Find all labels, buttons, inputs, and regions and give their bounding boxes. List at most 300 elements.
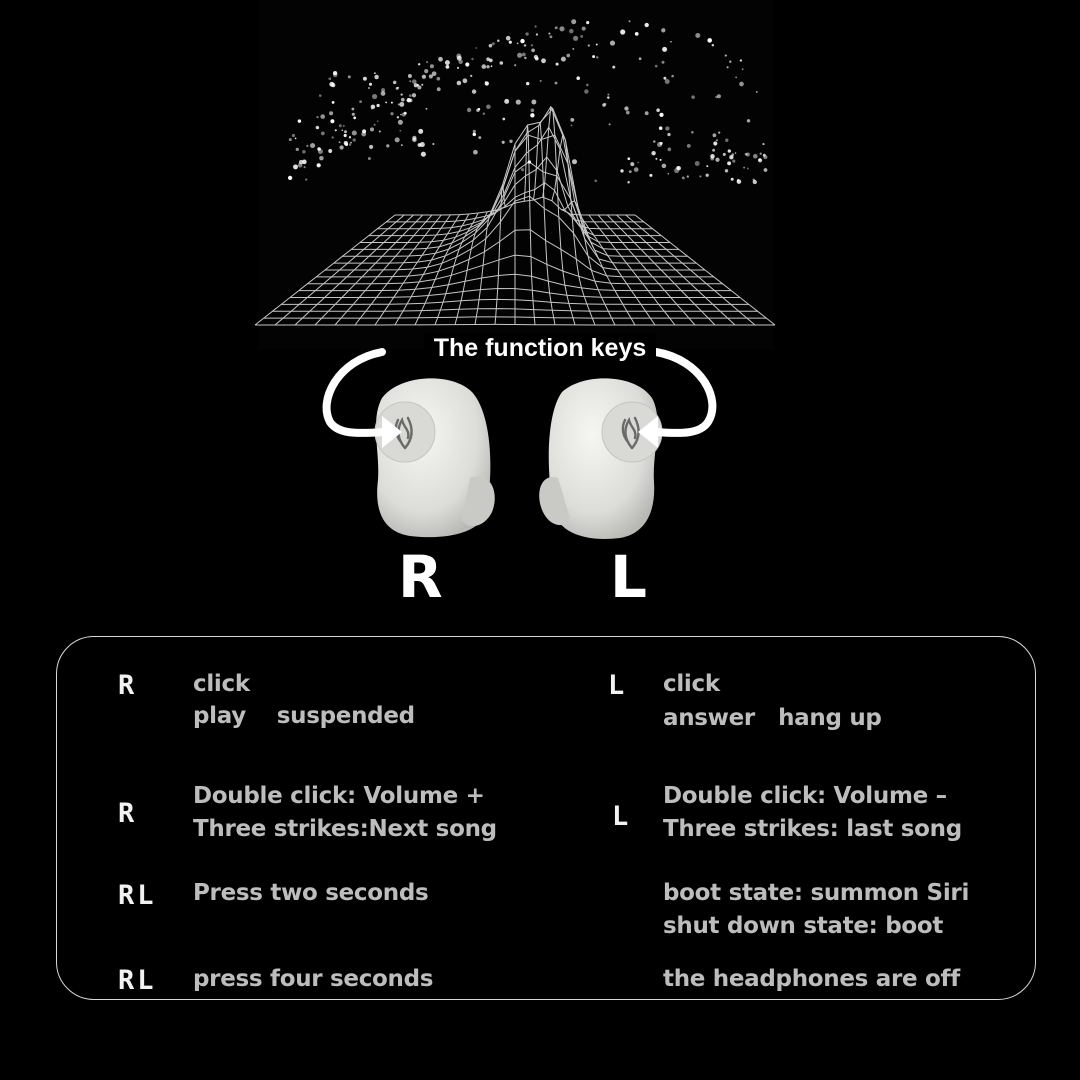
particle-dot [729, 155, 733, 159]
particle-dot [398, 120, 403, 125]
particle-dot [398, 103, 400, 105]
particle-dot [531, 44, 533, 46]
particle-dot [302, 160, 307, 165]
particle-dot [571, 124, 573, 126]
particle-dot [470, 75, 472, 77]
particle-dot [339, 124, 342, 127]
particle-dot [706, 174, 709, 177]
particle-dot [699, 175, 701, 177]
particle-dot [522, 53, 526, 57]
particle-dot [489, 44, 492, 47]
particle-dot [426, 108, 428, 110]
particle-dot [445, 60, 450, 65]
function-text: Three strikes: last song [663, 816, 962, 842]
particle-dot [407, 98, 411, 102]
particle-dot [665, 79, 670, 84]
particle-dot [436, 77, 440, 81]
particle-dot [667, 148, 671, 152]
particle-dot [368, 87, 370, 89]
particle-dot [521, 168, 524, 171]
particle-dot [713, 141, 717, 145]
particle-dot [612, 66, 615, 69]
particle-dot [463, 78, 468, 83]
particle-dot [473, 130, 476, 133]
particle-dot [531, 100, 536, 105]
key-label: R [118, 670, 138, 701]
particle-dot [520, 39, 524, 43]
particle-dot [725, 169, 728, 172]
particle-dot [663, 77, 666, 80]
particle-dot [710, 157, 714, 161]
particle-dot [412, 93, 416, 97]
particle-dot [397, 87, 399, 89]
particle-dot [386, 144, 389, 147]
particle-dot [691, 95, 695, 99]
function-text: Double click: Volume – [663, 783, 947, 809]
particle-dot [737, 179, 739, 181]
particle-dot [473, 133, 477, 137]
particle-dot [424, 69, 428, 73]
particle-dot [412, 79, 417, 84]
particle-dot [483, 113, 485, 115]
particle-dot [296, 148, 299, 151]
particle-dot [412, 136, 416, 140]
particle-dot [592, 55, 595, 58]
particle-dot [629, 170, 632, 173]
particle-dot [333, 73, 338, 78]
particle-dot [345, 143, 348, 146]
particle-dot [525, 32, 528, 35]
particle-dot [534, 25, 536, 27]
particle-dot [569, 29, 574, 34]
particle-dot [634, 167, 639, 172]
particle-dot [729, 61, 731, 63]
particle-dot [649, 174, 652, 177]
particle-dot [530, 113, 534, 117]
particle-dot [596, 56, 599, 59]
particle-dot [620, 29, 625, 34]
particle-dot [500, 61, 504, 65]
particle-dot [747, 119, 750, 122]
particle-dot [667, 133, 670, 136]
particle-dot [739, 82, 744, 87]
particle-dot [418, 143, 422, 147]
particle-dot [306, 145, 308, 147]
curved-arrow-icon [327, 352, 384, 433]
particle-dot [339, 141, 341, 143]
particle-dot [310, 143, 315, 148]
particle-dot [482, 64, 487, 69]
particle-dot [332, 101, 335, 104]
right-earbud [375, 378, 495, 537]
particle-dot [438, 57, 443, 62]
particle-dot [627, 157, 630, 160]
particle-dot [524, 44, 527, 47]
particle-dot [369, 145, 373, 149]
particle-dot [659, 126, 663, 130]
particle-dot [516, 100, 521, 105]
particle-dot [667, 173, 669, 175]
particle-dot [361, 132, 366, 137]
particle-dot [573, 36, 578, 41]
particle-dot [353, 138, 356, 141]
particle-dot [401, 94, 403, 96]
function-text: boot state: summon Siri [663, 880, 970, 906]
particle-dot [555, 26, 558, 29]
particle-dot [732, 160, 735, 163]
particle-dot [344, 130, 347, 133]
particle-dot [582, 27, 586, 31]
key-label: L [608, 670, 628, 701]
particle-dot [330, 119, 334, 123]
particle-dot [670, 41, 672, 43]
particle-dot [486, 104, 491, 109]
particle-dot [409, 80, 411, 82]
particle-dot [457, 81, 462, 86]
particle-dot [417, 84, 419, 86]
particle-dot [381, 88, 385, 92]
particle-dot [374, 75, 378, 79]
particle-dot [319, 94, 322, 97]
particle-dot [559, 26, 564, 31]
particle-dot [609, 123, 611, 125]
particle-dot [401, 98, 405, 102]
particle-dot [628, 20, 630, 22]
particle-dot [570, 118, 574, 122]
particle-dot [635, 32, 639, 36]
particle-dot [718, 132, 720, 134]
particle-dot [486, 65, 489, 68]
particle-dot [359, 100, 362, 103]
particle-dot [476, 109, 479, 112]
particle-dot [430, 64, 434, 68]
particle-dot [293, 164, 298, 169]
particle-dot [457, 67, 459, 69]
particle-dot [317, 127, 320, 130]
particle-dot [725, 55, 727, 57]
particle-dot [556, 63, 559, 66]
particle-dot [716, 139, 718, 141]
particle-dot [747, 168, 749, 170]
left-earbud-label: L [610, 543, 647, 611]
particle-dot [295, 138, 297, 140]
particle-dot [399, 102, 404, 107]
particle-dot [400, 114, 402, 116]
particle-dot [639, 57, 642, 60]
key-label: RL [118, 880, 157, 911]
particle-dot [627, 181, 630, 184]
particle-dot [566, 54, 570, 58]
particle-dot [472, 89, 476, 93]
particle-dot [320, 114, 325, 119]
particle-dot [637, 162, 639, 164]
particle-dot [656, 108, 660, 112]
particle-dot [351, 108, 354, 111]
particle-dot [317, 164, 320, 167]
key-label: R [118, 798, 138, 829]
particle-dot [514, 64, 516, 66]
particle-dot [674, 168, 679, 173]
particle-dot [740, 59, 742, 61]
particle-dot [576, 76, 580, 80]
particle-dot [645, 23, 649, 27]
particle-dot [584, 89, 588, 93]
function-text: click [663, 671, 720, 697]
particle-dot [377, 120, 379, 122]
particle-dot [662, 164, 667, 169]
particle-dot [725, 139, 728, 142]
particle-dot [753, 154, 758, 159]
particle-dot [723, 153, 726, 156]
particle-dot [318, 149, 323, 154]
function-text: press four seconds [193, 966, 434, 992]
particle-dot [426, 61, 428, 63]
function-text: Press two seconds [193, 880, 429, 906]
particle-dot [607, 96, 609, 98]
particle-dot [339, 145, 343, 149]
particle-dot [661, 61, 664, 64]
particle-dot [651, 151, 655, 155]
particle-dot [727, 66, 729, 68]
particle-dot [659, 113, 663, 117]
particle-dot [372, 94, 377, 99]
particle-dot [645, 111, 649, 115]
curved-arrow-icon [656, 352, 712, 433]
particle-dot [376, 104, 379, 107]
particle-dot [395, 137, 400, 142]
particle-dot [536, 33, 538, 35]
particle-dot [437, 87, 441, 91]
particle-dot [610, 41, 615, 46]
particle-dot [620, 169, 623, 172]
particle-dot [764, 168, 768, 172]
particle-dot [478, 136, 481, 139]
particle-dot [369, 83, 372, 86]
particle-dot [742, 68, 744, 70]
particle-dot [397, 116, 399, 118]
particle-dot [446, 65, 450, 69]
particle-dot [687, 144, 691, 148]
particle-dot [379, 131, 381, 133]
particle-dot [682, 176, 685, 179]
particle-dot [535, 57, 539, 61]
particle-dot [343, 125, 345, 127]
particle-dot [661, 28, 665, 32]
particle-dot [497, 40, 499, 42]
particle-dot [548, 33, 550, 35]
particle-dot [524, 57, 526, 59]
particle-dot [691, 131, 694, 134]
particle-dot [298, 119, 301, 122]
particle-dot [662, 47, 667, 52]
particle-dot [707, 38, 712, 43]
particle-dot [588, 44, 590, 46]
particle-dot [653, 140, 655, 142]
particle-dot [731, 178, 734, 181]
particle-dot [717, 94, 721, 98]
particle-dot [572, 159, 577, 164]
function-text: Three strikes:Next song [193, 816, 497, 842]
particle-dot [393, 81, 397, 85]
particle-dot [429, 74, 433, 78]
particle-dot [655, 65, 658, 68]
particle-dot [760, 153, 762, 155]
particle-dot [735, 152, 737, 154]
particle-dot [352, 113, 355, 116]
function-text: play suspended [193, 703, 415, 729]
particle-dot [391, 102, 393, 104]
particle-dot [509, 140, 512, 143]
particle-dot [491, 65, 493, 67]
particle-dot [370, 127, 374, 131]
particle-dot [304, 166, 306, 168]
particle-dot [660, 142, 663, 145]
particle-dot [626, 111, 630, 115]
particle-dot [580, 35, 583, 38]
particle-dot [743, 167, 745, 169]
particle-dot [401, 144, 403, 146]
particle-dot [624, 106, 628, 110]
particle-dot [316, 116, 318, 118]
particle-dot [604, 103, 607, 106]
particle-dot [374, 124, 376, 126]
particle-dot [349, 136, 351, 138]
particle-dot [348, 75, 351, 78]
particle-dot [758, 158, 762, 162]
mesh-line [524, 125, 535, 325]
particle-dot [531, 48, 535, 52]
particle-dot [706, 165, 708, 167]
function-keys-title: The function keys [0, 334, 1080, 363]
particle-dot [572, 48, 574, 50]
particle-dot [409, 94, 412, 97]
particle-dot [341, 129, 343, 131]
particle-dot [353, 117, 356, 120]
particle-dot [371, 108, 373, 110]
particle-dot [305, 178, 307, 180]
particle-dot [528, 160, 531, 163]
particle-dot [586, 84, 589, 87]
particle-dot [329, 111, 333, 115]
particle-dot [374, 72, 376, 74]
particle-dot [630, 162, 634, 166]
particle-dot [486, 57, 490, 61]
particle-dot [607, 94, 609, 96]
particle-dot [687, 175, 689, 177]
particle-dot [422, 75, 426, 79]
particle-dot [302, 150, 306, 154]
particle-dot [540, 80, 542, 82]
particle-dot [665, 126, 669, 130]
particle-dot [471, 58, 473, 60]
particle-dot [745, 153, 748, 156]
particle-dot [385, 102, 387, 104]
particle-dot [390, 112, 393, 115]
particle-dot [349, 143, 352, 146]
particle-dot [475, 47, 477, 49]
particle-dot [504, 99, 509, 104]
particle-dot [586, 21, 589, 24]
particle-dot [368, 157, 371, 160]
particle-dot [752, 179, 754, 181]
particle-dot [432, 143, 434, 145]
function-text: answer hang up [663, 705, 882, 731]
particle-dot [408, 74, 412, 78]
particle-dot [713, 133, 717, 137]
mesh-line [534, 122, 556, 324]
function-text: click [193, 671, 250, 697]
function-text: the headphones are off [663, 966, 960, 992]
particle-dot [328, 149, 332, 153]
left-earbud [539, 378, 662, 539]
particle-dot [763, 154, 766, 157]
particle-dot [671, 75, 674, 78]
particle-dot [352, 130, 357, 135]
particle-dot [502, 118, 505, 121]
particle-dot [728, 149, 731, 152]
particle-dot [517, 43, 519, 45]
particle-dot [485, 81, 487, 83]
particle-dot [402, 112, 406, 116]
function-text: shut down state: boot [663, 913, 944, 939]
particle-dot [289, 138, 292, 141]
particle-dot [695, 33, 700, 38]
particle-dot [467, 108, 471, 112]
particle-dot [319, 156, 323, 160]
particle-dot [329, 82, 334, 87]
particle-dot [292, 134, 295, 137]
particle-dot [712, 149, 715, 152]
particle-dot [492, 42, 495, 45]
particle-dot [288, 176, 292, 180]
particle-dot [321, 132, 325, 136]
particle-dot [712, 44, 714, 46]
particle-dot [421, 84, 423, 86]
particle-dot [506, 36, 511, 41]
particle-dot [549, 35, 552, 38]
particle-dot [421, 152, 426, 157]
function-text: Double click: Volume + [193, 783, 485, 809]
particle-dot [465, 62, 469, 66]
particle-dot [457, 56, 462, 61]
particle-dot [571, 19, 576, 24]
key-label: RL [118, 965, 157, 996]
particle-dot [418, 63, 420, 65]
particle-dot [715, 158, 719, 162]
particle-dot [596, 44, 598, 46]
particle-dot [735, 77, 737, 79]
right-earbud-label: R [398, 543, 443, 611]
particle-dot [531, 108, 535, 112]
particle-dot [509, 41, 512, 44]
particle-dot [335, 129, 337, 131]
particle-dot [561, 57, 566, 62]
particle-dot [555, 82, 558, 85]
key-label: L [612, 801, 632, 832]
particle-dot [350, 142, 352, 144]
particle-dot [756, 91, 758, 93]
particle-dot [695, 161, 700, 166]
particle-dot [332, 136, 334, 138]
particle-dot [363, 77, 367, 81]
particle-dot [526, 82, 529, 85]
particle-dot [594, 180, 597, 183]
particle-dot [399, 130, 401, 132]
particle-dot [517, 53, 522, 58]
particle-dot [502, 141, 505, 144]
particle-dot [541, 58, 546, 63]
particle-dot [328, 77, 331, 80]
